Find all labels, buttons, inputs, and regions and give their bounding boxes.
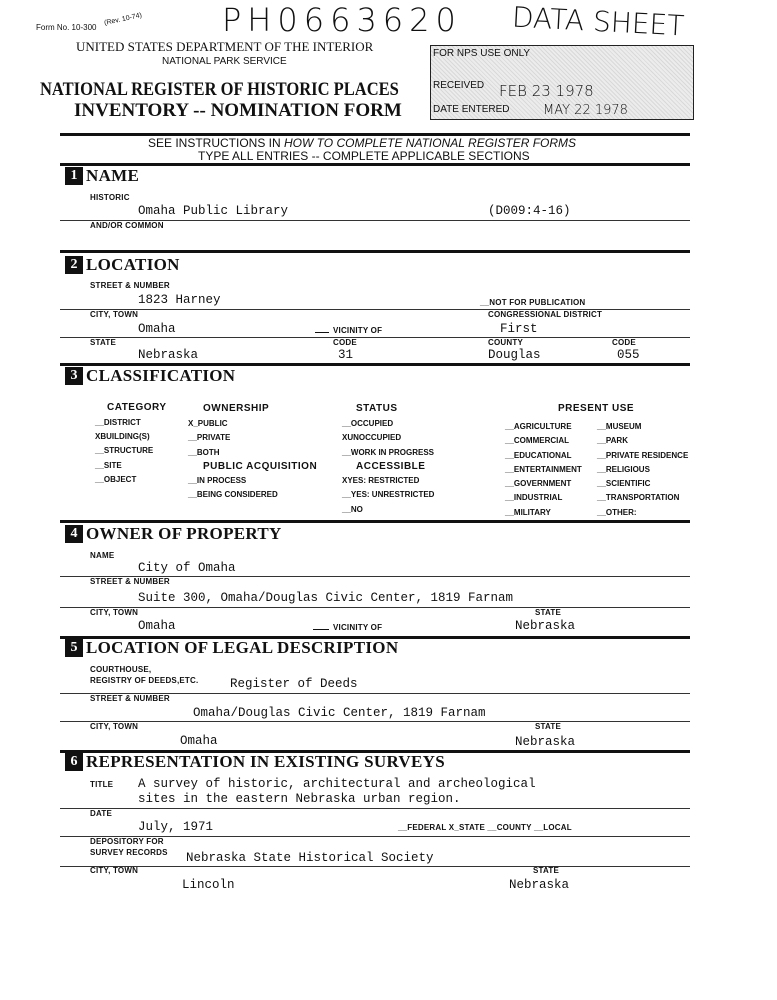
street-label: STREET & NUMBER bbox=[90, 281, 170, 290]
received-label: RECEIVED bbox=[433, 80, 485, 91]
legal-street-label: STREET & NUMBER bbox=[90, 694, 170, 703]
survey-records-label: SURVEY RECORDS bbox=[90, 848, 168, 857]
survey-date: July, 1971 bbox=[138, 820, 214, 834]
reference-code: (D009:4-16) bbox=[488, 204, 571, 218]
historic-label: HISTORIC bbox=[90, 193, 130, 202]
checkbox-item: __NO bbox=[342, 505, 363, 514]
checkbox-item: XBUILDING(S) bbox=[95, 432, 150, 441]
depository-value: Nebraska State Historical Society bbox=[186, 851, 434, 865]
county-label: COUNTY bbox=[488, 338, 523, 347]
present-use-heading: PRESENT USE bbox=[558, 403, 635, 414]
ownership-heading: OWNERSHIP bbox=[203, 403, 270, 414]
courthouse-value: Register of Deeds bbox=[230, 677, 358, 691]
present-use-col2: __MUSEUM __PARK __PRIVATE RESIDENCE __RELIGIOUS __SCIENTIFIC __TRANSPORTATION __OTHER: bbox=[597, 422, 689, 517]
county-code-label: CODE bbox=[612, 338, 636, 347]
county-value: Douglas bbox=[488, 348, 541, 362]
congressional-label: CONGRESSIONAL DISTRICT bbox=[488, 310, 603, 319]
not-for-publication: __NOT FOR PUBLICATION bbox=[480, 298, 586, 307]
state-code: 31 bbox=[338, 348, 354, 362]
survey-state: Nebraska bbox=[509, 878, 570, 892]
owner-name: City of Omaha bbox=[138, 561, 236, 575]
form-number: Form No. 10-300 bbox=[36, 23, 97, 32]
survey-title-label: TITLE bbox=[90, 780, 114, 789]
survey-date-label: DATE bbox=[90, 809, 112, 818]
received-date: FEB 23 1978 bbox=[499, 82, 594, 100]
legal-city: Omaha bbox=[180, 734, 218, 748]
courthouse-label: COURTHOUSE, bbox=[90, 665, 152, 674]
section-owner-header: 4 OWNER OF PROPERTY bbox=[65, 524, 282, 544]
form-title-1: NATIONAL REGISTER OF HISTORIC PLACES bbox=[40, 79, 399, 100]
section-classification-header: 3 CLASSIFICATION bbox=[65, 366, 235, 386]
legal-state: Nebraska bbox=[515, 735, 576, 749]
entered-label: DATE ENTERED bbox=[433, 104, 510, 115]
owner-vicinity: VICINITY OF bbox=[313, 624, 382, 633]
checkbox-item: X_PUBLIC bbox=[188, 419, 228, 428]
owner-city-label: CITY, TOWN bbox=[90, 608, 139, 617]
department: UNITED STATES DEPARTMENT OF THE INTERIOR bbox=[76, 39, 374, 54]
checkbox-item: __IN PROCESS bbox=[188, 476, 247, 485]
owner-city: Omaha bbox=[138, 619, 176, 633]
street-value: 1823 Harney bbox=[138, 293, 221, 307]
owner-state-label: STATE bbox=[535, 608, 562, 617]
instructions-line-1: SEE INSTRUCTIONS IN HOW TO COMPLETE NATIONAL REGISTER FORMS bbox=[148, 136, 577, 150]
nps-label: FOR NPS USE ONLY bbox=[433, 48, 531, 59]
checkbox-item: __BEING CONSIDERED bbox=[188, 490, 278, 499]
checkbox-item: __STRUCTURE bbox=[95, 446, 154, 455]
checkbox-item: __SITE bbox=[95, 461, 122, 470]
checkbox-item: XYES: RESTRICTED bbox=[342, 476, 420, 485]
city-label: CITY, TOWN bbox=[90, 310, 139, 319]
status-heading: STATUS bbox=[356, 403, 398, 414]
section-name-header: 1 NAME bbox=[65, 166, 139, 186]
instructions-line-2: TYPE ALL ENTRIES -- COMPLETE APPLICABLE SECTIONS bbox=[198, 149, 530, 163]
common-name-label: AND/OR COMMON bbox=[90, 221, 164, 230]
legal-city-label: CITY, TOWN bbox=[90, 722, 139, 731]
nps-use-box bbox=[430, 45, 694, 120]
handwritten-id: PH0663620 bbox=[222, 1, 462, 39]
survey-levels: __FEDERAL X_STATE __COUNTY __LOCAL bbox=[398, 823, 572, 832]
county-code: 055 bbox=[617, 348, 640, 362]
checkbox-item: XUNOCCUPIED bbox=[342, 433, 402, 442]
entered-date: MAY 22 1978 bbox=[543, 103, 628, 118]
divider bbox=[60, 163, 690, 166]
service: NATIONAL PARK SERVICE bbox=[162, 56, 287, 67]
legal-street: Omaha/Douglas Civic Center, 1819 Farnam bbox=[193, 706, 486, 720]
survey-title-1: A survey of historic, architectural and archeological bbox=[138, 777, 536, 791]
survey-title-2: sites in the eastern Nebraska urban region. bbox=[138, 792, 461, 806]
city-value: Omaha bbox=[138, 322, 176, 336]
vicinity-label: VICINITY OF bbox=[315, 327, 382, 336]
section-location-header: 2 LOCATION bbox=[65, 255, 180, 275]
category-heading: CATEGORY bbox=[107, 402, 167, 413]
accessible-heading: ACCESSIBLE bbox=[356, 461, 426, 472]
checkbox-item: __OCCUPIED bbox=[342, 419, 394, 428]
state-value: Nebraska bbox=[138, 348, 199, 362]
depository-label: DEPOSITORY FOR bbox=[90, 837, 164, 846]
survey-city: Lincoln bbox=[182, 878, 235, 892]
checkbox-item: __OBJECT bbox=[95, 475, 137, 484]
acquisition-heading: PUBLIC ACQUISITION bbox=[203, 461, 318, 472]
checkbox-item: __YES: UNRESTRICTED bbox=[342, 490, 435, 499]
congressional-value: First bbox=[500, 322, 538, 336]
form-revision: (Rev. 10-74) bbox=[103, 12, 143, 27]
section-legal-header: 5 LOCATION OF LEGAL DESCRIPTION bbox=[65, 638, 398, 658]
owner-street-label: STREET & NUMBER bbox=[90, 577, 170, 586]
owner-state: Nebraska bbox=[515, 619, 576, 633]
form-title-2: INVENTORY -- NOMINATION FORM bbox=[74, 100, 402, 121]
checkbox-item: __DISTRICT bbox=[95, 418, 141, 427]
historic-name: Omaha Public Library bbox=[138, 204, 289, 218]
state-label: STATE bbox=[90, 338, 117, 347]
present-use-col1: __AGRICULTURE __COMMERCIAL __EDUCATIONAL __ENTERTAINMENT __GOVERNMENT __INDUSTRIAL __MILITARY bbox=[505, 422, 582, 517]
survey-city-label: CITY, TOWN bbox=[90, 866, 139, 875]
section-surveys-header: 6 REPRESENTATION IN EXISTING SURVEYS bbox=[65, 752, 445, 772]
owner-street: Suite 300, Omaha/Douglas Civic Center, 1819 Farnam bbox=[138, 591, 514, 605]
survey-state-label: STATE bbox=[533, 866, 560, 875]
checkbox-item: __PRIVATE bbox=[188, 433, 231, 442]
owner-name-label: NAME bbox=[90, 551, 115, 560]
code-label: CODE bbox=[333, 338, 357, 347]
data-sheet-stamp: DATA SHEET bbox=[511, 0, 686, 43]
registry-label: REGISTRY OF DEEDS,ETC. bbox=[90, 676, 199, 685]
legal-state-label: STATE bbox=[535, 722, 562, 731]
checkbox-item: __WORK IN PROGRESS bbox=[342, 448, 435, 457]
checkbox-item: __BOTH bbox=[188, 448, 220, 457]
